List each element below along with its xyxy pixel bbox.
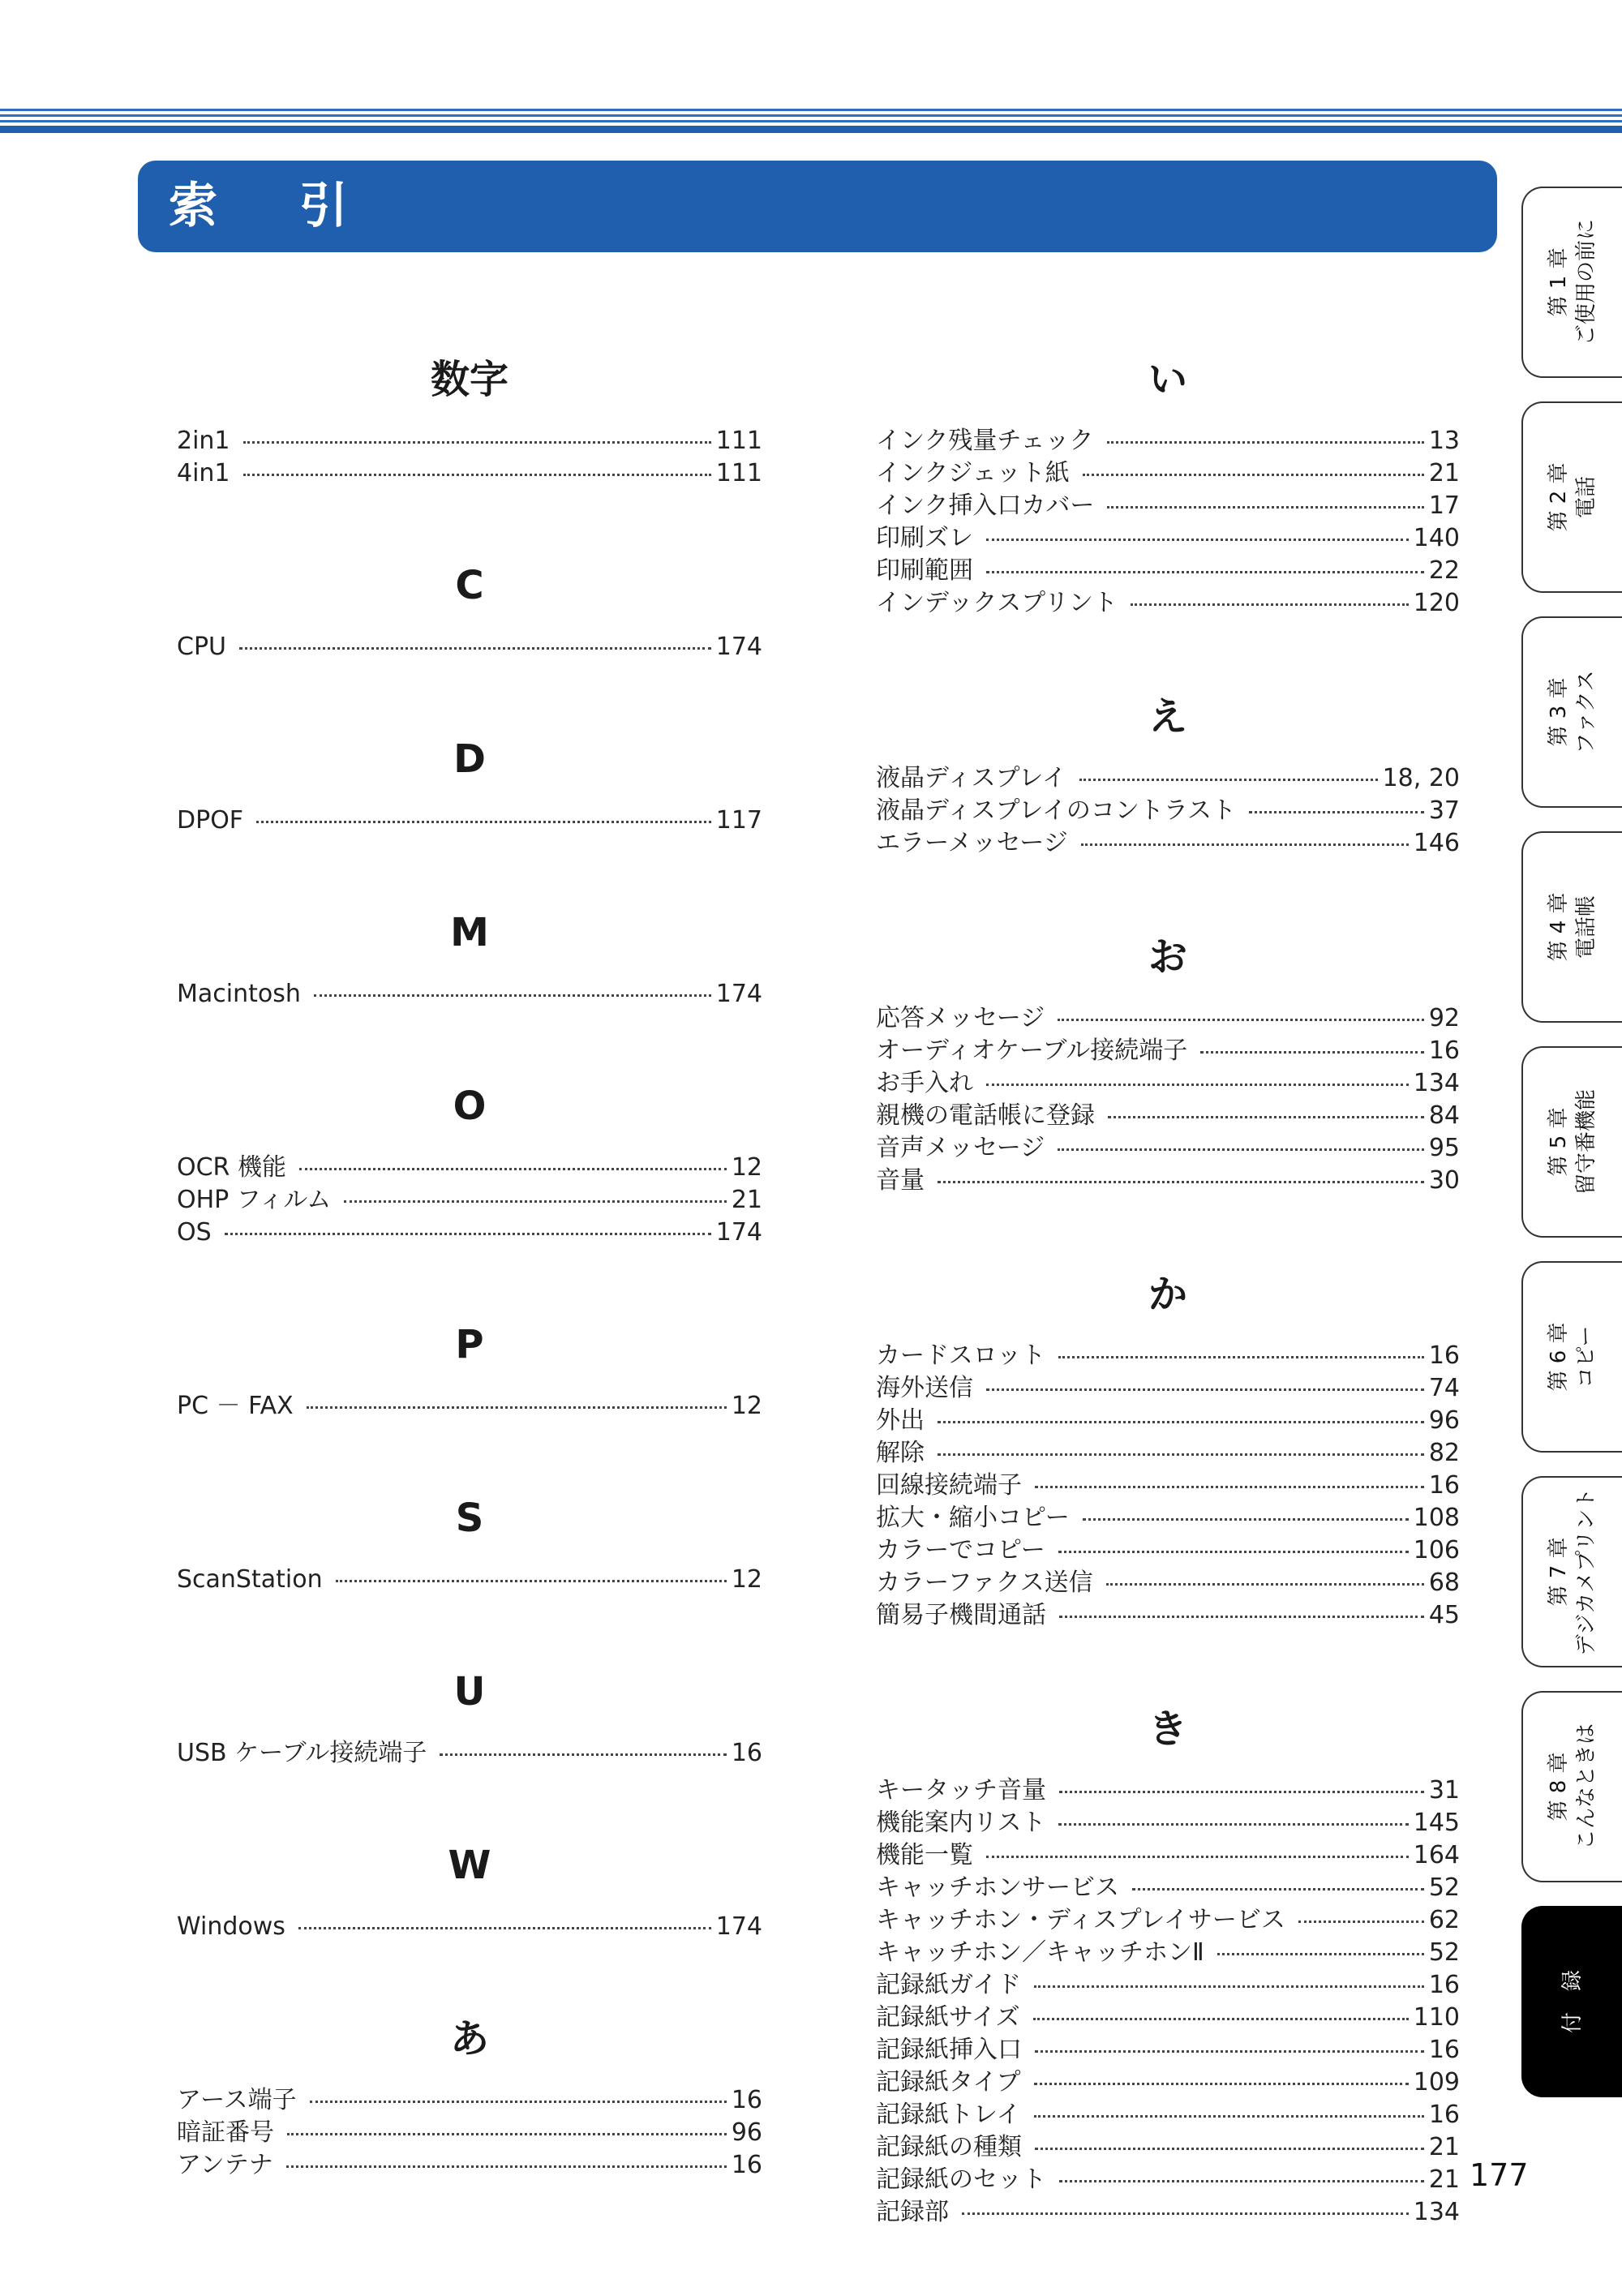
tab-label-chapter: 第 2 章 [1547,462,1571,532]
index-section [177,1659,762,1770]
index-entry [177,1184,762,1217]
index-entry [876,2099,1460,2131]
entry-term: 印刷範囲 [876,556,973,585]
leader-dots [986,1084,1409,1086]
entry-term: 記録紙サイズ [876,2003,1020,2032]
section-heading: S [455,1496,484,1541]
section-heading: お [1148,934,1187,980]
tab-label-title: コピー [1574,1325,1598,1388]
leader-dots [1108,1116,1424,1118]
entry-page: 111 [715,427,762,455]
leader-dots [307,1406,727,1409]
leader-dots [310,2101,727,2103]
index-entry [876,490,1460,522]
entry-page: 174 [715,980,762,1008]
entry-term: Windows [177,1912,285,1941]
entry-page: 45 [1428,1601,1460,1629]
entry-term: 4in1 [177,459,230,487]
tab-label [1545,219,1600,345]
entry-term: 機能一覧 [876,1841,973,1869]
tab-label-title: こんなときは [1574,1723,1598,1851]
index-entry [876,1872,1460,1904]
leader-dots [243,474,711,476]
chapter-tab-3[interactable] [1521,616,1622,808]
entry-page: 111 [715,459,762,487]
tab-label-chapter: 第 1 章 [1547,247,1571,317]
entry-page: 174 [715,1912,762,1941]
index-entry [177,978,762,1011]
entry-page: 92 [1428,1004,1460,1032]
entry-term: 2in1 [177,427,230,455]
leader-dots [1059,1616,1424,1618]
entry-page: 16 [1428,1036,1460,1065]
index-entry [876,2131,1460,2164]
index-section [177,1833,762,1943]
leader-dots [986,1388,1424,1391]
index-entry [876,762,1460,795]
leader-dots [1059,1791,1424,1793]
entry-page: 37 [1428,796,1460,825]
index-entry [876,1807,1460,1839]
entry-term: Macintosh [177,980,301,1008]
index-entry [876,2196,1460,2229]
index-entry [177,631,762,663]
leader-dots [986,571,1424,573]
index-entry [177,1564,762,1596]
entry-page: 134 [1413,1069,1460,1097]
entry-term: 記録紙の種類 [876,2133,1022,2161]
entry-term: 機能案内リスト [876,1809,1046,1837]
entry-term: カラーでコピー [876,1536,1045,1564]
page-number: 177 [1470,2157,1529,2193]
index-entry [876,1904,1460,1937]
tab-label [1545,462,1600,531]
index-entry [876,555,1460,587]
index-entry [876,1100,1460,1132]
entry-page: 117 [715,806,762,835]
entry-page: 12 [731,1565,762,1594]
index-entry [177,457,762,490]
entry-page: 18, 20 [1382,764,1460,792]
leader-dots [1059,2180,1424,2182]
index-entry [876,1567,1460,1599]
entry-term: ScanStation [177,1565,323,1594]
index-entry [876,1502,1460,1534]
chapter-tab-4[interactable] [1521,831,1622,1023]
tab-label [1559,1970,1586,2033]
index-entry [876,425,1460,457]
entry-term: 応答メッセージ [876,1004,1045,1032]
section-heading: W [448,1843,491,1888]
leader-dots [1034,2115,1424,2118]
leader-dots [1083,474,1424,476]
tab-label [1545,670,1600,753]
entry-term: 簡易子機間通話 [876,1601,1046,1629]
index-section [876,685,1460,860]
index-title-bar [138,161,1497,252]
tab-label-title: ファクス [1574,670,1598,754]
index-entry [876,2002,1460,2034]
entry-term: 海外送信 [876,1374,973,1402]
leader-dots [1079,779,1378,781]
section-heading: い [1148,357,1187,402]
index-entry [876,795,1460,827]
tab-label-chapter: 第 8 章 [1547,1752,1571,1822]
index-section [876,925,1460,1197]
entry-page: 174 [715,1218,762,1247]
index-entry [876,827,1460,860]
chapter-tab-6[interactable] [1521,1261,1622,1453]
section-heading: か [1148,1272,1187,1317]
index-entry [876,1132,1460,1165]
leader-dots [1034,1985,1424,1988]
leader-dots [1035,2148,1424,2150]
entry-term: 印刷ズレ [876,524,973,552]
index-entry [876,587,1460,620]
entry-term: 記録紙のセット [876,2165,1046,2194]
entry-page: 82 [1428,1439,1460,1467]
leader-dots [336,1580,727,1582]
leader-dots [1217,1953,1424,1955]
index-section [876,1697,1460,2229]
entry-page: 16 [731,1739,762,1767]
entry-term: 拡大・縮小コピー [876,1504,1070,1532]
chapter-tab-9[interactable] [1521,1906,1622,2097]
entry-term: CPU [177,633,226,661]
section-heading: あ [449,2016,489,2062]
index-section [177,727,762,837]
index-entry [876,1937,1460,1969]
index-section [177,347,762,490]
entry-term: OHP フィルム [177,1186,332,1214]
entry-page: 110 [1413,2003,1460,2032]
leader-dots [256,821,711,823]
entry-term: 回線接続端子 [876,1471,1022,1500]
entry-page: 52 [1428,1873,1460,1902]
entry-page: 120 [1413,589,1460,617]
leader-dots [1106,1583,1424,1586]
leader-dots [298,1927,711,1929]
entry-term: OS [177,1218,212,1247]
index-entry [177,805,762,837]
entry-page: 30 [1428,1166,1460,1195]
tab-label-chapter: 第 5 章 [1547,1107,1571,1177]
leader-dots [962,2212,1409,2215]
index-section [177,2006,762,2182]
leader-dots [1298,1920,1424,1923]
leader-dots [1034,2083,1409,2085]
entry-page: 12 [731,1392,762,1420]
leader-dots [314,994,711,997]
leader-dots [1131,603,1409,606]
index-entry [876,1405,1460,1437]
index-entry [876,1067,1460,1100]
index-entry [876,2034,1460,2066]
leader-dots [287,2133,727,2135]
leader-dots [299,1168,727,1170]
entry-term: エラーメッセージ [876,829,1068,857]
leader-dots [1033,2018,1409,2020]
leader-dots [1107,506,1423,509]
entry-term: インク残量チェック [876,427,1094,455]
index-section [876,1262,1460,1632]
leader-dots [986,1856,1409,1858]
tab-label-chapter: 第 3 章 [1547,677,1571,747]
index-section [177,1074,762,1249]
section-heading: O [453,1084,487,1129]
leader-dots [1083,1518,1409,1521]
index-entry [876,1165,1460,1197]
entry-page: 16 [1428,2036,1460,2064]
index-section [876,347,1460,620]
entry-term: 記録部 [876,2198,949,2226]
tab-label-title: 電話帳 [1574,895,1598,959]
index-entry [876,1775,1460,1807]
index-entry [876,1969,1460,2002]
entry-term: アンテナ [177,2151,273,2179]
index-entry [876,1599,1460,1632]
leader-dots [1081,843,1409,846]
tab-label [1545,1488,1600,1655]
chapter-tab-8[interactable] [1521,1691,1622,1882]
index-entry [876,1839,1460,1872]
leader-dots [1107,441,1424,444]
entry-term: インクジェット紙 [876,459,1070,487]
entry-page: 96 [731,2118,762,2147]
leader-dots [1058,1823,1408,1826]
index-entry [876,2066,1460,2099]
entry-page: 84 [1428,1101,1460,1130]
leader-dots [440,1753,726,1756]
entry-page: 21 [1428,459,1460,487]
index-entry [177,1737,762,1770]
index-entry [876,2164,1460,2196]
tab-label [1545,1723,1600,1850]
chapter-tab-5[interactable] [1521,1046,1622,1238]
index-section [177,900,762,1011]
index-entry [177,1217,762,1249]
entry-page: 16 [731,2151,762,2179]
entry-page: 13 [1428,427,1460,455]
entry-term: アース端子 [177,2086,297,2114]
index-entry [177,1911,762,1943]
index-entry [876,1437,1460,1470]
section-heading: M [450,910,489,955]
entry-page: 62 [1428,1906,1460,1934]
section-heading: U [453,1669,486,1714]
tab-label-title: 電話 [1574,475,1598,519]
index-entry [876,1035,1460,1067]
entry-page: 164 [1413,1841,1460,1869]
entry-page: 16 [731,2086,762,2114]
entry-term: 解除 [876,1439,925,1467]
entry-term: キャッチホン・ディスプレイサービス [876,1906,1285,1934]
index-entry [876,1470,1460,1502]
leader-dots [1058,1019,1424,1021]
leader-dots [938,1181,1424,1183]
index-entry [177,2084,762,2117]
leader-dots [938,1453,1424,1456]
entry-term: 記録紙ガイド [876,1971,1022,1999]
leader-dots [1058,1551,1409,1553]
entry-term: 音量 [876,1166,925,1195]
entry-term: 親機の電話帳に登録 [876,1101,1095,1130]
entry-term: PC － FAX [177,1392,294,1420]
index-entry [876,1002,1460,1035]
entry-term: 記録紙タイプ [876,2068,1021,2096]
entry-page: 12 [731,1153,762,1182]
leader-dots [1132,1888,1424,1890]
entry-page: 16 [1428,2101,1460,2129]
index-section [177,1486,762,1596]
leader-dots [286,2165,727,2168]
leader-dots [225,1233,711,1235]
index-entry [177,2117,762,2149]
entry-page: 16 [1428,1971,1460,1999]
entry-term: インク挿入口カバー [876,491,1095,520]
entry-page: 21 [1428,2133,1460,2161]
index-section [177,553,762,663]
tab-label-chapter: 第 7 章 [1547,1537,1571,1607]
section-heading: 数字 [430,357,508,402]
entry-term: 音声メッセージ [876,1134,1045,1162]
index-entry [177,425,762,457]
entry-page: 31 [1428,1776,1460,1805]
leader-dots [1058,1356,1424,1358]
entry-page: 108 [1413,1504,1460,1532]
entry-page: 74 [1428,1374,1460,1402]
leader-dots [1035,2050,1424,2053]
tab-label-title: 留守番機能 [1574,1088,1598,1195]
entry-page: 16 [1428,1471,1460,1500]
index-column-right [876,347,1460,2229]
index-column-left [177,347,762,2182]
tab-label-chapter: 第 4 章 [1547,892,1571,962]
entry-term: USB ケーブル接続端子 [177,1739,427,1767]
leader-dots [1035,1486,1424,1488]
leader-dots [938,1421,1424,1423]
index-entry [876,1534,1460,1567]
entry-term: 記録紙トレイ [876,2101,1021,2129]
leader-dots [1249,811,1424,813]
entry-term: OCR 機能 [177,1153,286,1182]
leader-dots [986,539,1409,541]
entry-page: 21 [731,1186,762,1214]
section-heading: え [1148,694,1187,740]
section-heading: D [453,736,486,782]
index-entry [876,522,1460,555]
index-entry [177,1152,762,1184]
entry-page: 174 [715,633,762,661]
entry-page: 22 [1428,556,1460,585]
leader-dots [1200,1051,1424,1054]
chapter-tab-7[interactable] [1521,1476,1622,1667]
leader-dots [344,1200,727,1203]
entry-term: キータッチ音量 [876,1776,1046,1805]
tab-label [1545,1322,1600,1391]
tab-label-title: デジカメプリント [1574,1487,1598,1656]
leader-dots [1058,1148,1424,1151]
entry-page: 145 [1413,1809,1460,1837]
index-entry [876,1372,1460,1405]
entry-page: 96 [1428,1406,1460,1435]
chapter-tab-1[interactable] [1521,187,1622,378]
entry-term: オーディオケーブル接続端子 [876,1036,1188,1065]
entry-term: 暗証番号 [177,2118,274,2147]
section-heading: P [455,1322,484,1367]
entry-term: 液晶ディスプレイのコントラスト [876,796,1236,825]
entry-page: 95 [1428,1134,1460,1162]
entry-term: インデックスプリント [876,589,1118,617]
tab-label-chapter: 付 録 [1560,1969,1585,2034]
entry-term: カラーファクス送信 [876,1569,1093,1597]
leader-dots [243,441,711,444]
index-entry [177,1390,762,1423]
tab-label [1545,892,1600,961]
entry-page: 109 [1413,2068,1460,2096]
entry-page: 16 [1428,1341,1460,1370]
section-heading: C [455,563,484,608]
entry-page: 68 [1428,1569,1460,1597]
page-title: 索 引 [169,178,380,234]
chapter-tab-2[interactable] [1521,401,1622,593]
section-heading: き [1148,1706,1187,1752]
index-entry [876,1340,1460,1372]
entry-page: 21 [1428,2165,1460,2194]
entry-page: 146 [1413,829,1460,857]
index-entry [177,2149,762,2182]
leader-dots [239,647,711,650]
header-rules [0,109,1622,133]
entry-page: 106 [1413,1536,1460,1564]
entry-term: 記録紙挿入口 [876,2036,1022,2064]
tab-label-chapter: 第 6 章 [1547,1322,1571,1392]
entry-term: DPOF [177,806,244,835]
entry-term: キャッチホンサービス [876,1873,1119,1902]
entry-term: キャッチホン／キャッチホンⅡ [876,1938,1204,1967]
entry-term: カードスロット [876,1341,1046,1370]
index-section [177,1312,762,1423]
entry-page: 140 [1413,524,1460,552]
index-entry [876,457,1460,490]
tab-label [1545,1089,1600,1195]
entry-page: 134 [1413,2198,1460,2226]
entry-term: お手入れ [876,1069,973,1097]
entry-term: 液晶ディスプレイ [876,764,1066,792]
entry-page: 52 [1428,1938,1460,1967]
entry-page: 17 [1428,491,1460,520]
tab-label-title: ご使用の前に [1574,218,1598,346]
entry-term: 外出 [876,1406,925,1435]
